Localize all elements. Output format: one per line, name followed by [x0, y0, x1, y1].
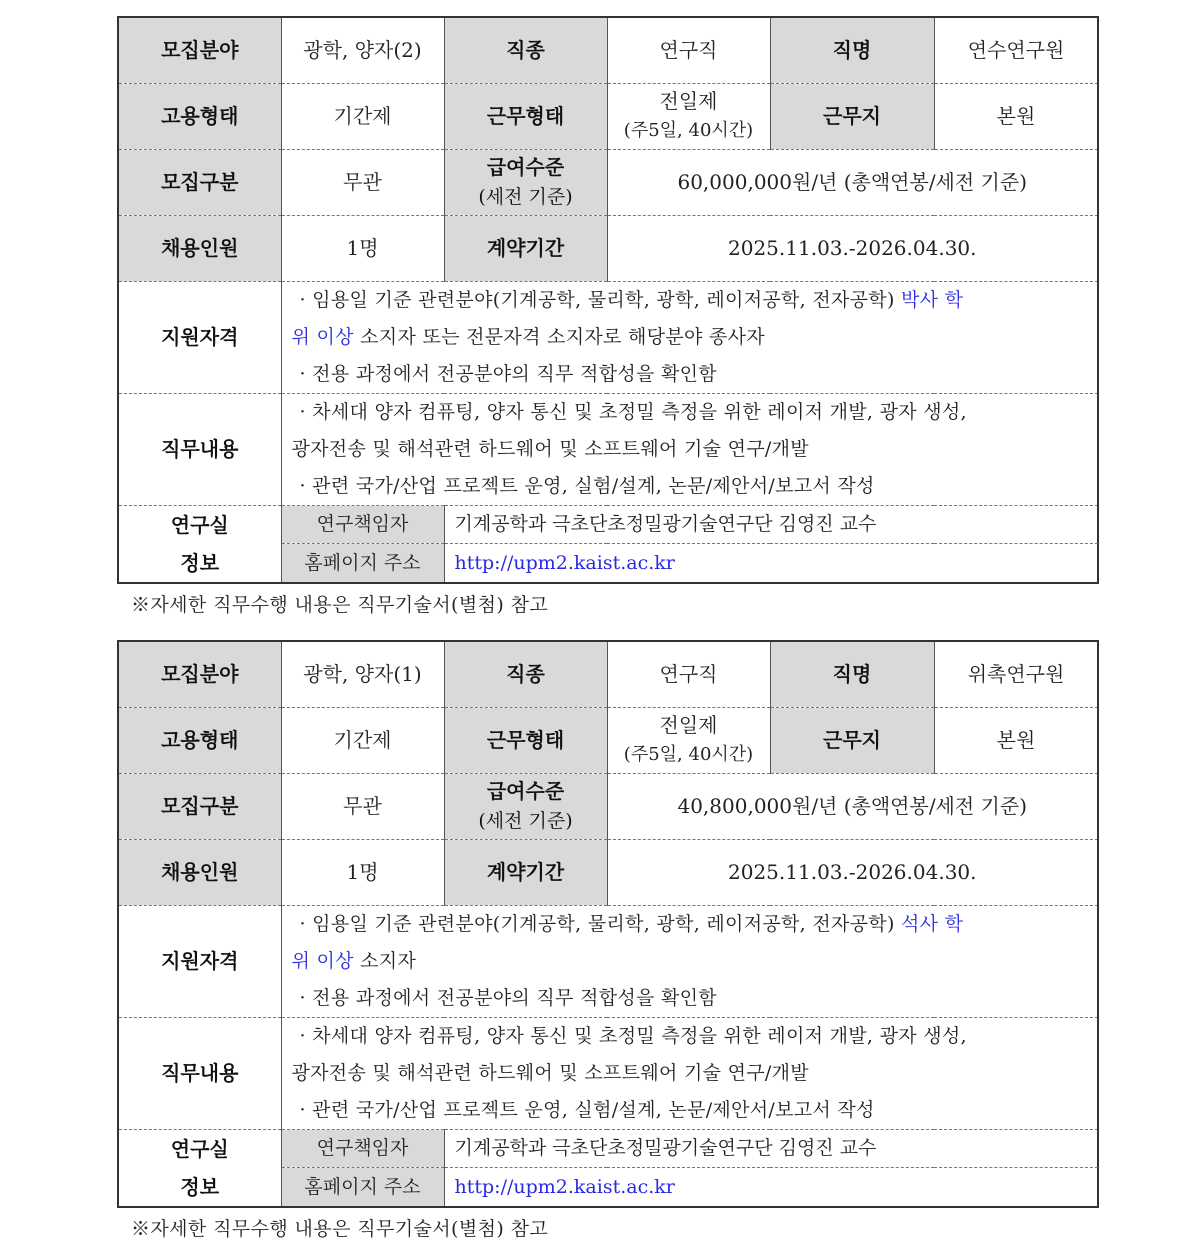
table-row	[118, 641, 1098, 707]
salary-label-line2: (세전 기준)	[478, 810, 573, 832]
table-row	[118, 149, 1098, 215]
duties-line3: · 관련 국가/산업 프로젝트 운영, 실험/설계, 논문/제안서/보고서 작성	[299, 1098, 875, 1121]
duties-line3: · 관련 국가/산업 프로젝트 운영, 실험/설계, 논문/제안서/보고서 작성	[299, 474, 875, 497]
salary-label-line1: 급여수준	[486, 155, 565, 179]
employment-label: 고용형태	[118, 707, 281, 773]
reference-note: ※자세한 직무수행 내용은 직무기술서(별첨) 참고	[131, 593, 549, 616]
homepage-link[interactable]: http://upm2.kaist.ac.kr	[454, 1175, 675, 1198]
table-row	[118, 905, 1098, 1017]
job-type-label: 직종	[444, 17, 607, 83]
lab-label-line1: 연구실	[170, 512, 229, 537]
table-row	[118, 17, 1098, 83]
salary-value: 40,800,000원/년 (총액연봉/세전 기준)	[607, 773, 1098, 839]
degree-highlight-2: 위 이상	[291, 325, 354, 348]
work-type-value	[607, 707, 770, 773]
degree-highlight-1: 박사 학	[901, 288, 964, 311]
homepage-label: 홈페이지 주소	[281, 1168, 444, 1207]
category-label: 모집구분	[118, 149, 281, 215]
homepage-label: 홈페이지 주소	[281, 544, 444, 583]
location-value: 본원	[934, 83, 1098, 149]
qualification-value	[281, 905, 1098, 1017]
pi-value: 기계공학과 극초단초정밀광기술연구단 김영진 교수	[444, 505, 1098, 544]
job-title-label: 직명	[770, 17, 934, 83]
contract-label: 계약기간	[444, 839, 607, 905]
homepage-cell	[444, 544, 1098, 583]
headcount-label: 채용인원	[118, 839, 281, 905]
pi-value: 기계공학과 극초단초정밀광기술연구단 김영진 교수	[444, 1129, 1098, 1168]
degree-highlight-2: 위 이상	[291, 949, 354, 972]
degree-highlight-1: 석사 학	[901, 912, 964, 935]
location-label: 근무지	[770, 707, 934, 773]
qualification-line2: 위 이상 소지자	[291, 949, 417, 972]
job-posting-table	[117, 16, 1099, 584]
duties-line1: · 차세대 양자 컴퓨팅, 양자 통신 및 초정밀 측정을 위한 레이저 개발, 광자 생성,	[299, 1024, 967, 1047]
table-row	[118, 773, 1098, 839]
qualification-value	[281, 281, 1098, 393]
salary-label-line2: (세전 기준)	[478, 186, 573, 208]
duties-line1: · 차세대 양자 컴퓨팅, 양자 통신 및 초정밀 측정을 위한 레이저 개발, 광자 생성,	[299, 400, 967, 423]
work-type-line1: 전일제	[659, 713, 718, 737]
table-row	[118, 215, 1098, 281]
contract-label: 계약기간	[444, 215, 607, 281]
contract-value: 2025.11.03.-2026.04.30.	[607, 839, 1098, 905]
duties-line2: 광자전송 및 해석관련 하드웨어 및 소프트웨어 기술 연구/개발	[291, 437, 809, 460]
duties-label: 직무내용	[118, 1017, 281, 1129]
duties-line2: 광자전송 및 해석관련 하드웨어 및 소프트웨어 기술 연구/개발	[291, 1061, 809, 1084]
qualification-line1: · 임용일 기준 관련분야(기계공학, 물리학, 광학, 레이저공학, 전자공학) 석사 학	[299, 912, 964, 935]
lab-label-line2: 정보	[180, 1174, 220, 1199]
qualification-line2: 위 이상 소지자 또는 전문자격 소지자로 해당분야 종사자	[291, 325, 765, 348]
table-row	[118, 1017, 1098, 1129]
employment-value: 기간제	[281, 83, 444, 149]
work-type-line1: 전일제	[659, 89, 718, 113]
job-type-label: 직종	[444, 641, 607, 707]
job-title-value: 위촉연구원	[934, 641, 1098, 707]
work-type-value	[607, 83, 770, 149]
qualification-label: 지원자격	[118, 905, 281, 1017]
job-posting-1	[117, 16, 1097, 617]
field-value: 광학, 양자(1)	[281, 641, 444, 707]
job-posting-table	[117, 640, 1099, 1208]
table-row	[118, 393, 1098, 505]
work-type-line2: (주5일, 40시간)	[623, 744, 754, 765]
job-posting-2	[117, 640, 1097, 1241]
table-row	[118, 839, 1098, 905]
work-type-line2: (주5일, 40시간)	[623, 120, 754, 141]
contract-value: 2025.11.03.-2026.04.30.	[607, 215, 1098, 281]
headcount-value: 1명	[281, 839, 444, 905]
homepage-cell	[444, 1168, 1098, 1207]
category-label: 모집구분	[118, 773, 281, 839]
location-value: 본원	[934, 707, 1098, 773]
lab-label-line1: 연구실	[170, 1136, 229, 1161]
pi-label: 연구책임자	[281, 505, 444, 544]
salary-label	[444, 773, 607, 839]
duties-label: 직무내용	[118, 393, 281, 505]
table-row	[118, 505, 1098, 544]
location-label: 근무지	[770, 83, 934, 149]
field-value: 광학, 양자(2)	[281, 17, 444, 83]
duties-value	[281, 1017, 1098, 1129]
qualification-line1: · 임용일 기준 관련분야(기계공학, 물리학, 광학, 레이저공학, 전자공학) 박사 학	[299, 288, 964, 311]
lab-info-label	[118, 505, 281, 583]
lab-info-label	[118, 1129, 281, 1207]
duties-value	[281, 393, 1098, 505]
headcount-value: 1명	[281, 215, 444, 281]
qualification-line3: · 전용 과정에서 전공분야의 직무 적합성을 확인함	[299, 986, 717, 1009]
salary-value: 60,000,000원/년 (총액연봉/세전 기준)	[607, 149, 1098, 215]
salary-label	[444, 149, 607, 215]
employment-value: 기간제	[281, 707, 444, 773]
job-title-value: 연수연구원	[934, 17, 1098, 83]
reference-note: ※자세한 직무수행 내용은 직무기술서(별첨) 참고	[131, 1217, 549, 1240]
qualification-line3: · 전용 과정에서 전공분야의 직무 적합성을 확인함	[299, 362, 717, 385]
category-value: 무관	[281, 149, 444, 215]
field-label: 모집분야	[118, 17, 281, 83]
employment-label: 고용형태	[118, 83, 281, 149]
table-row	[118, 1129, 1098, 1168]
qualification-label: 지원자격	[118, 281, 281, 393]
category-value: 무관	[281, 773, 444, 839]
homepage-link[interactable]: http://upm2.kaist.ac.kr	[454, 551, 675, 574]
lab-label-line2: 정보	[180, 550, 220, 575]
job-title-label: 직명	[770, 641, 934, 707]
table-row	[118, 83, 1098, 149]
work-type-label: 근무형태	[444, 83, 607, 149]
field-label: 모집분야	[118, 641, 281, 707]
job-type-value: 연구직	[607, 17, 770, 83]
work-type-label: 근무형태	[444, 707, 607, 773]
pi-label: 연구책임자	[281, 1129, 444, 1168]
job-type-value: 연구직	[607, 641, 770, 707]
table-row	[118, 281, 1098, 393]
headcount-label: 채용인원	[118, 215, 281, 281]
salary-label-line1: 급여수준	[486, 779, 565, 803]
table-row	[118, 707, 1098, 773]
